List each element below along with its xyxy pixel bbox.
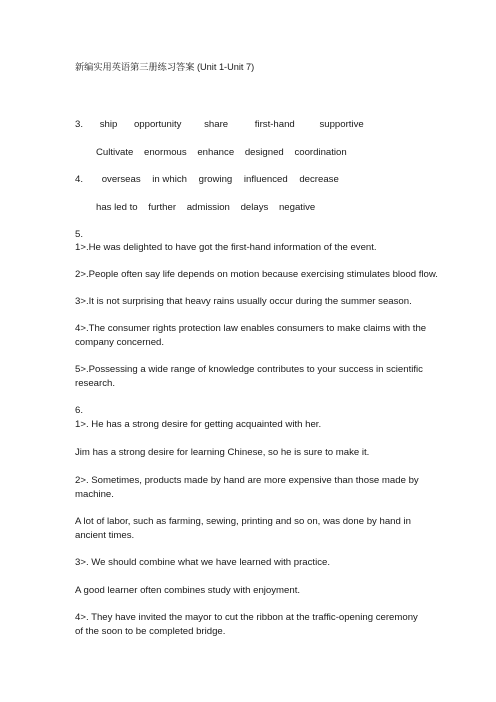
word: decrease xyxy=(299,174,339,185)
word: admission xyxy=(186,202,230,213)
word: supportive xyxy=(319,119,364,130)
section-4-row-1 xyxy=(75,173,339,187)
sentence: 3>.It is not surprising that heavy rains usually occur during the summer season. xyxy=(75,296,412,307)
sentence: 5>.Possessing a wide range of knowledge contributes to your success in scientific research. xyxy=(75,364,423,389)
word: enhance xyxy=(197,147,235,158)
word: further xyxy=(148,202,177,213)
section-number: 3. xyxy=(75,119,84,130)
sentence: 1>.He was delighted to have got the first-hand information of the event. xyxy=(75,242,377,253)
word: enormous xyxy=(144,147,187,158)
section-6-number: 6. xyxy=(75,405,84,416)
word: has led to xyxy=(96,202,138,213)
word: share xyxy=(204,119,229,130)
word: Cultivate xyxy=(96,147,134,158)
section-3-row-1 xyxy=(75,118,364,132)
word: overseas xyxy=(101,174,141,185)
section-number: 4. xyxy=(75,174,84,185)
sentence: 3>. We should combine what we have learned with practice. xyxy=(75,557,330,568)
word: delays xyxy=(240,202,269,213)
word: in which xyxy=(152,174,187,185)
sentence: 1>. He has a strong desire for getting acquainted with her. xyxy=(75,419,322,430)
section-5-number: 5. xyxy=(75,229,84,240)
section-4-row-2 xyxy=(96,201,315,215)
word: coordination xyxy=(294,147,347,158)
word: growing xyxy=(198,174,233,185)
sentence: 2>.People often say life depends on motion because exercising stimulates blood flow. xyxy=(75,269,438,280)
word: influenced xyxy=(243,174,288,185)
word: first-hand xyxy=(254,119,295,130)
section-3-row-2 xyxy=(96,146,347,160)
sentence: A good learner often combines study with enjoyment. xyxy=(75,585,301,596)
document-title: 新编实用英语第三册练习答案 (Unit 1-Unit 7) xyxy=(75,62,255,72)
word: opportunity xyxy=(133,119,182,130)
sentence: A lot of labor, such as farming, sewing, printing and so on, was done by hand in ancient times. xyxy=(75,516,411,541)
word: ship xyxy=(99,119,118,130)
sentence: Jim has a strong desire for learning Chinese, so he is sure to make it. xyxy=(75,447,370,458)
sentence: 2>. Sometimes, products made by hand are more expensive than those made by machine. xyxy=(75,475,419,500)
sentence: 4>. They have invited the mayor to cut the ribbon at the traffic-opening ceremony of the soon to be completed bridge. xyxy=(75,612,418,637)
word: negative xyxy=(278,202,316,213)
word: designed xyxy=(244,147,284,158)
sentence: 4>.The consumer rights protection law enables consumers to make claims with the company concerned. xyxy=(75,323,427,348)
